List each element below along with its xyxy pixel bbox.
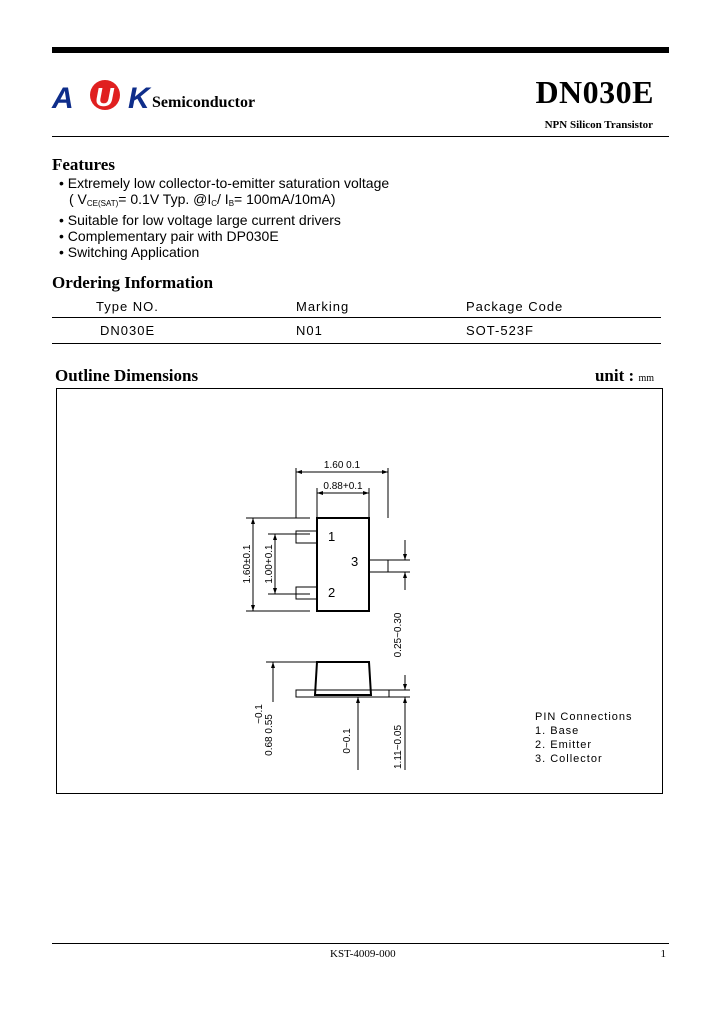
arrow [403,554,407,560]
cell-package: SOT-523F [466,318,661,344]
pin-connection-item: 1. Base [535,725,580,737]
arrow [273,534,277,540]
pin-connection-item: 3. Collector [535,753,603,765]
dim-label-body-width: 0.88+0.1 [323,481,363,492]
bottom-rule [52,943,669,944]
pin-label-1: 1 [328,529,336,544]
features-heading: Features [52,155,115,174]
cell-marking: N01 [296,318,466,344]
lead-pin1 [296,531,317,543]
ordering-table [52,296,661,344]
table-row [52,318,661,344]
ordering-heading: Ordering Information [52,273,214,292]
pin-label-2: 2 [328,585,336,600]
dim-label-body-length: 1.00+0.1 [264,544,275,584]
pin-label-3: 3 [351,554,359,569]
logo-letter-u: U [95,82,114,112]
feature-item: • Switching Application [59,244,200,260]
arrow [251,605,255,611]
arrow [363,491,369,495]
feature-item: • Complementary pair with DP030E [59,228,279,244]
logo-letter-a: A [52,82,74,115]
dim-label-height-a: ~0.1 [254,704,265,724]
subtitle-rule [52,136,669,137]
arrow [403,684,407,690]
arrow [382,470,388,474]
unit-label: unit : mm [594,366,654,385]
arrow [403,697,407,703]
features-list [59,175,389,260]
pin-connections-title: PIN Connections [535,711,633,723]
pin-connection-item: 2. Emitter [535,739,593,751]
feature-item: • Suitable for low voltage large current drivers [59,212,341,228]
outline-heading: Outline Dimensions [55,366,199,385]
outline-drawing [230,450,530,780]
arrow [317,491,323,495]
part-number: DN030E [535,74,654,110]
dim-label-overall-width: 1.60 0.1 [323,460,361,471]
lead-pin2 [296,587,317,599]
cell-type: DN030E [52,318,296,344]
logo-letter-k: K [128,82,150,115]
pin-connections [535,710,633,766]
company-logo [52,80,267,120]
feature-formula: ( $V_{CE(SAT)}= 0.1V$ Typ. $@I_C/$ $I_B= 100mA/10mA$) [69,191,336,208]
dim-label-height-b: 0.68 0.55 [264,714,275,756]
arrow [271,662,275,668]
arrow [356,697,360,703]
arrow [296,470,302,474]
top-rule [52,47,669,53]
col-type: Type NO. [52,296,296,318]
dim-label-standoff: 0~0.1 [342,728,353,754]
col-marking: Marking [296,296,466,318]
page-number: 1 [660,948,666,960]
feature-item: • Extremely low collector-to-emitter saturation voltage [59,175,390,191]
document-code: KST-4009-000 [330,948,396,960]
dim-label-overall-length: 1.60±0.1 [242,544,253,584]
package-body [317,518,369,611]
dim-label-lead-width: 0.25~0.30 [393,612,404,658]
table-header-row [52,296,661,318]
arrow [403,572,407,578]
lead-pin3 [369,560,388,572]
arrow [273,588,277,594]
logo-word: Semiconductor [152,94,256,111]
arrow [251,518,255,524]
subtitle: NPN Silicon Transistor [544,119,653,131]
dim-label-lead-thickness: 1.11~0.05 [393,724,404,770]
col-package: Package Code [466,296,661,318]
